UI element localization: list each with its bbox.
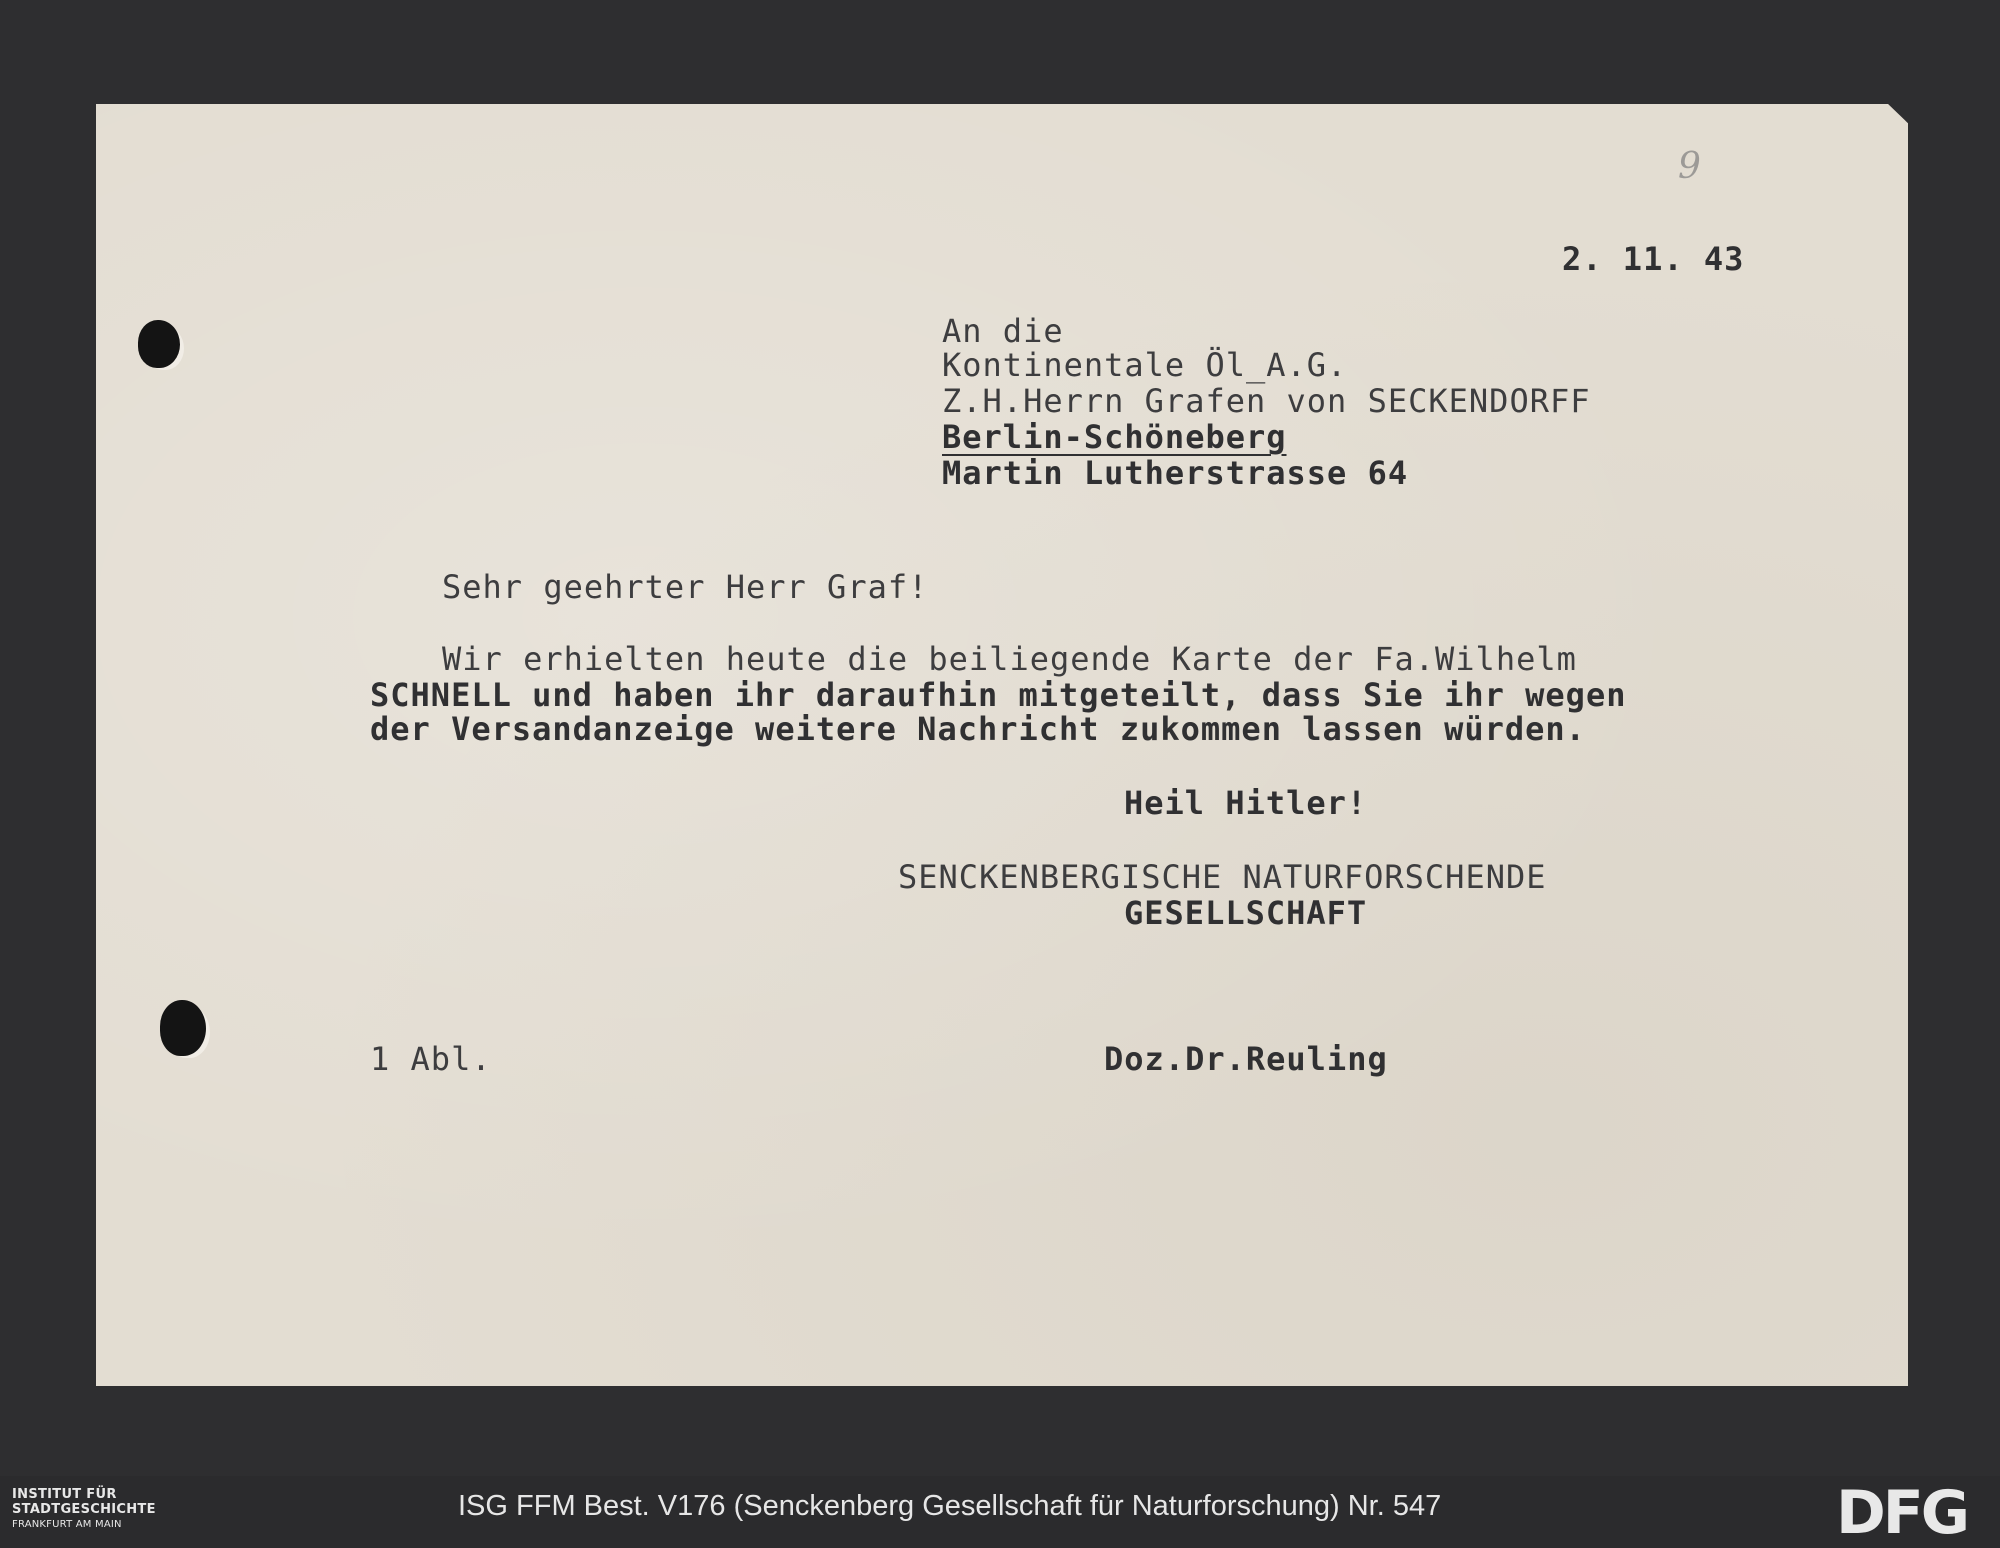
recipient-line-5: Martin Lutherstrasse 64 — [942, 454, 1409, 492]
recipient-line-2: Kontinentale Öl_A.G. — [942, 346, 1348, 384]
institute-logo-line-2: STADTGESCHICHTE — [12, 1502, 156, 1517]
institute-logo-line-3: FRANKFURT AM MAIN — [12, 1519, 122, 1530]
punch-hole-top — [138, 320, 180, 368]
body-line-3: der Versandanzeige weitere Nachricht zukommen lassen würden. — [370, 710, 1586, 748]
salutation: Sehr geehrter Herr Graf! — [442, 568, 929, 606]
dfg-logo: DFG — [1836, 1478, 1968, 1548]
pencil-page-number: 9 — [1678, 146, 1701, 187]
letter-date: 2. 11. 43 — [1562, 240, 1745, 278]
recipient-line-1: An die — [942, 312, 1064, 350]
body-line-2: SCHNELL und haben ihr daraufhin mitgeteilt, dass Sie ihr wegen — [370, 676, 1627, 714]
archive-caption: ISG FFM Best. V176 (Senckenberg Gesellschaft für Naturforschung) Nr. 547 — [458, 1490, 1442, 1522]
sender-line-2: GESELLSCHAFT — [1124, 894, 1368, 932]
copy-note: 1 Abl. — [370, 1040, 492, 1078]
body-line-1: Wir erhielten heute die beiliegende Karte der Fa.Wilhelm — [442, 640, 1577, 678]
closing: Heil Hitler! — [1124, 784, 1368, 822]
institute-logo — [12, 1487, 156, 1532]
sender-line-1: SENCKENBERGISCHE NATURFORSCHENDE — [898, 858, 1547, 896]
punch-hole-bottom — [160, 1000, 206, 1056]
recipient-line-3: Z.H.Herrn Grafen von SECKENDORFF — [942, 382, 1591, 420]
institute-logo-line-1: INSTITUT FÜR — [12, 1487, 117, 1502]
recipient-line-4: Berlin-Schöneberg — [942, 418, 1287, 456]
signatory: Doz.Dr.Reuling — [1104, 1040, 1388, 1078]
